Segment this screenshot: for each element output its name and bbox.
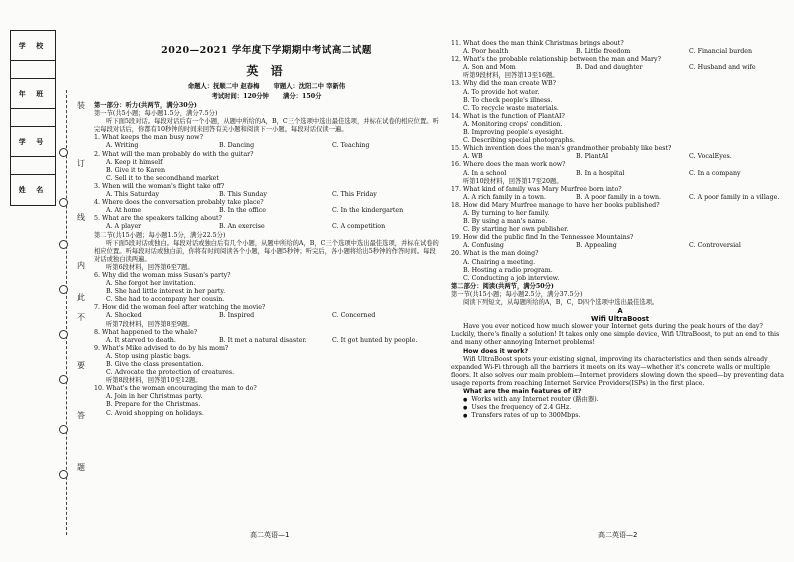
bind-note: 此 xyxy=(77,293,85,302)
answer-option: C. Sell it to the secondhand market xyxy=(106,174,219,182)
answer-option: B. An exercise xyxy=(219,223,265,231)
question-line: 15. Which invention does the man's grandmother probably like best? xyxy=(451,145,672,153)
answer-option: A. This Saturday xyxy=(106,191,160,199)
answer-option: B. Hosting a radio program. xyxy=(463,266,553,274)
reviewer-label: 审题人：沈阳二中 宰新伟 xyxy=(273,83,346,90)
answer-option: A. Writing xyxy=(106,142,139,150)
class-field[interactable] xyxy=(11,109,55,127)
answer-options-row xyxy=(451,48,789,56)
question-line: 14. What is the function of PlantAI? xyxy=(451,112,565,120)
answer-option: B. She had little interest in her party. xyxy=(106,288,226,296)
answer-option: B. Prepare for the Christmas. xyxy=(106,401,201,409)
question-line: 第一节(共5小题；每小题1.5分，满分7.5分) xyxy=(94,110,218,118)
student-id-field[interactable] xyxy=(11,157,55,175)
answer-option: B. Give it to Karen xyxy=(106,166,166,174)
passage-paragraph: Have you ever noticed how much slower your Internet gets during the peak hours of the day? Luckily, there's finally a solution! It takes only one simple device, Wifi UltraBoost, to put an end to this and many other annoying Internet problems! xyxy=(451,323,780,347)
answer-option: A. Stop using plastic bags. xyxy=(106,352,191,360)
answer-option: C. It got hunted by people. xyxy=(332,336,418,344)
answer-option: A. A rich family in a town. xyxy=(463,193,546,201)
answer-option: B. In a hospital xyxy=(576,169,625,177)
exam-time: 考试时间：120分钟 xyxy=(211,93,269,100)
name-label: 姓 名 xyxy=(18,186,48,194)
student-id-label: 学 号 xyxy=(11,127,55,157)
answer-option: B. Improving people's eyesight. xyxy=(463,129,564,137)
bind-hole xyxy=(59,330,68,339)
answer-option: C. VocalEyes. xyxy=(689,153,732,161)
feature-bullet: ● Transfers rates of up to 300Mbps. xyxy=(451,412,789,420)
answer-option: A. By turning to her family. xyxy=(463,209,550,217)
bind-hole xyxy=(59,198,68,207)
page-footer-right: 高二英语—2 xyxy=(598,531,638,539)
answer-option: A. Son and Mom xyxy=(463,64,516,72)
question-line: 8. What happened to the whale? xyxy=(94,328,198,336)
answer-options-row xyxy=(94,312,439,320)
page-footer-left: 高二英语—1 xyxy=(250,531,290,539)
bind-hole xyxy=(59,470,68,479)
question-line: 9. What's Mike advised to do by his mom? xyxy=(94,344,229,352)
answer-option: C. She had to accompany her cousin. xyxy=(106,296,225,304)
answer-option: C. Avoid shopping on holidays. xyxy=(106,409,204,417)
answer-options-row xyxy=(94,142,439,150)
bind-char-6: 要 xyxy=(77,361,85,370)
answer-option: A. In a school xyxy=(463,169,507,177)
answer-option: B. Inspired xyxy=(219,312,255,320)
answer-option: B. To check people's illness. xyxy=(463,96,553,104)
left-column xyxy=(94,102,439,418)
binding-strip xyxy=(4,30,88,535)
answer-option: C. Describing special photographs. xyxy=(463,137,575,145)
answer-options-row xyxy=(451,242,789,250)
instruction-line: 听第10段材料，回答第17至20题。 xyxy=(463,177,563,185)
question-line: 1. What keeps the man busy now? xyxy=(94,134,203,142)
question-line: 6. Why did the woman miss Susan's party? xyxy=(94,271,231,279)
bind-char-5: 不 xyxy=(77,313,85,322)
answer-option: A. Monitoring crops' condition. xyxy=(463,120,563,128)
question-line: 5. What are the speakers talking about? xyxy=(94,215,222,223)
answer-options-row xyxy=(451,153,789,161)
answer-option: C. Advocate the protection of creatures. xyxy=(106,369,235,377)
instruction-text: 听下面5段对话。每段对话后有一个小题，从题中所给的A，B，C三个选项中选出最佳选项，并标在试卷的相应位置。听完每段对话后，你都有10秒钟的时间来回答有关小题和阅读下一小题。每段对话仅读一遍。 xyxy=(94,118,439,134)
question-line: 12. What's the probable relationship between the man and Mary? xyxy=(451,56,661,64)
school-field[interactable] xyxy=(11,61,55,79)
feature-bullet: ● Works with any Internet router (路由器). xyxy=(451,396,789,404)
answer-option: B. In the office xyxy=(219,207,267,215)
answer-option: C. This Friday xyxy=(332,191,377,199)
answer-options-row xyxy=(94,337,439,345)
question-line: 4. Where does the conversation probably take place? xyxy=(94,199,264,207)
question-line: 10. What's the woman encouraging the man to do? xyxy=(94,385,257,393)
answer-option: B. PlantAI xyxy=(576,153,609,161)
answer-option: B. Dancing xyxy=(219,142,255,150)
question-line: 16. Where does the man work now? xyxy=(451,161,566,169)
answer-option: C. By starting her own publisher. xyxy=(463,226,569,234)
section-heading: 第二部分：阅读(共两节，满分50分) xyxy=(451,282,554,290)
section-heading: 第一部分：听力(共两节，满分30分) xyxy=(94,102,197,109)
exam-title: 2020—2021 学年度下学期期中考试高二试题 xyxy=(161,45,372,56)
answer-option: A. Keep it himself xyxy=(106,158,163,166)
bind-hole xyxy=(59,375,68,384)
answer-options-row xyxy=(94,191,439,199)
bind-char-8: 题 xyxy=(77,463,85,472)
instruction-line: 听第6段材料，回答第6至7题。 xyxy=(106,263,194,271)
question-line: 18. How did Mary Murfree manage to have her books published? xyxy=(451,201,660,209)
answer-option: A. She forgot her invitation. xyxy=(106,280,196,288)
answer-option: A. To provide hot water. xyxy=(463,88,540,96)
answer-option: A. Shocked xyxy=(106,312,142,320)
answer-option: B. By using a man's name. xyxy=(463,218,548,226)
answer-option: B. Little freedom xyxy=(576,48,631,56)
question-line: 2. What will the man probably do with the guitar? xyxy=(94,150,254,158)
answer-option: B. Give the class presentation. xyxy=(106,361,204,368)
bind-hole xyxy=(59,425,68,434)
bind-char-2: 订 xyxy=(77,159,85,168)
answer-option: C. A competition xyxy=(332,223,386,231)
setter-label: 命题人：抚顺二中 赵春梅 xyxy=(187,83,260,90)
exam-meta xyxy=(90,91,443,100)
instruction-line: 听第8段材料，回答第10至12题。 xyxy=(106,377,202,385)
exam-setters xyxy=(90,81,443,90)
class-label: 年 班 xyxy=(11,79,55,109)
answer-option: B. It met a natural disaster. xyxy=(219,336,307,344)
bind-char-4: 内 xyxy=(77,261,85,270)
instruction-line: 阅读下列短文，从每题所给的A，B，C，D四个选项中选出最佳选项。 xyxy=(463,299,659,306)
answer-option: A. Confusing xyxy=(463,242,504,250)
question-line: 第一节(共15小题；每小题2.5分，满分37.5分) xyxy=(451,290,583,298)
question-line: 11. What does the man think Christmas brings about? xyxy=(451,40,624,47)
feature-bullet: ● Uses the frequency of 2.4 GHz. xyxy=(451,404,789,412)
answer-option: B. Appealing xyxy=(576,242,617,250)
answer-option: A. At home xyxy=(106,207,142,215)
answer-option: A. Join in her Christmas party. xyxy=(106,393,203,401)
answer-option: A. WB xyxy=(463,153,483,161)
answer-option: C. Conducting a job interview. xyxy=(463,274,560,282)
answer-option: A. Poor health xyxy=(463,48,509,56)
subject-title: 英 语 xyxy=(246,64,287,78)
bind-hole xyxy=(59,148,68,157)
answer-option: B. This Sunday xyxy=(219,191,267,199)
instruction-line: 听第9段材料，回答第13至16题。 xyxy=(463,72,559,80)
answer-option: C. In the kindergarten xyxy=(332,207,404,215)
answer-option: A. It starved to death. xyxy=(106,336,176,344)
answer-option: C. Husband and wife xyxy=(689,64,756,72)
answer-option: A. Chairing a meeting. xyxy=(463,258,536,266)
answer-option: B. Dad and daughter xyxy=(576,64,643,72)
passage-title: A xyxy=(617,307,623,316)
answer-options-row xyxy=(94,207,439,215)
bind-char-1: 装 xyxy=(77,101,85,110)
answer-option: C. To recycle waste materials. xyxy=(463,104,559,112)
answer-option: C. A poor family in a village. xyxy=(689,193,780,201)
binding-dashed-line xyxy=(66,90,67,535)
answer-options-row xyxy=(94,223,439,231)
answer-option: C. Concerned xyxy=(332,312,376,320)
right-column xyxy=(451,40,789,420)
bind-hole xyxy=(59,240,68,249)
question-line: 20. What is the man doing? xyxy=(451,250,539,258)
question-line: 13. Why did the man create WB? xyxy=(451,80,557,88)
bind-char-3: 线 xyxy=(77,213,85,222)
passage-subheading: How does it work? xyxy=(463,347,529,355)
answer-option: A. A player xyxy=(106,223,142,231)
answer-option: C. Financial burden xyxy=(689,48,753,56)
question-line: 19. How did the public find In the Tennessee Mountains? xyxy=(451,234,634,242)
passage-subheading: What are the main features of it? xyxy=(463,388,582,396)
student-info-table xyxy=(10,30,56,206)
instruction-text: 听下面5段对话或独白。每段对话或独白后有几个小题，从题中所给的A，B，C三个选项中选出最佳选项，并标在试卷的相应位置。听每段对话或独白前，你将有时间阅读各个小题，每小题5秒钟；听完后，各小题将给出5秒钟的作答时间。每段对话或独白读两遍。 xyxy=(94,239,439,263)
question-line: 17. What kind of family was Mary Murfree born into? xyxy=(451,185,622,193)
answer-option: C. Teaching xyxy=(332,142,370,150)
school-label: 学 校 xyxy=(11,31,55,61)
question-line: 第二节(共15小题；每小题1.5分，满分22.5分) xyxy=(94,231,226,239)
answer-option: C. In a company xyxy=(689,169,741,177)
question-line: 3. When will the woman's flight take off? xyxy=(94,182,225,190)
bind-hole xyxy=(59,285,68,294)
answer-option: C. Controversial xyxy=(689,242,741,250)
passage-paragraph: Wifi UltraBoost spots your existing signal, improving its characteristics and then sends already expanded Wi-Fi through all the barriers it meets on its way—whether it's concrete walls or multiple floors. It also solves our main problem—Internet providers slowing down the speed—by preventing data usage reports from reaching Internet Service Providers(ISPs) in the first place. xyxy=(451,355,784,387)
exam-score: 满分：150分 xyxy=(283,93,322,100)
passage-title: Wifi UltraBoost xyxy=(590,315,650,324)
answer-options-row xyxy=(451,170,789,178)
question-line: 7. How did the woman feel after watching the movie? xyxy=(94,304,266,312)
answer-options-row xyxy=(451,194,789,202)
answer-option: B. A poor family in a town. xyxy=(576,193,662,201)
instruction-line: 听第7段材料，回答第8至9题。 xyxy=(106,320,194,328)
bind-char-7: 答 xyxy=(77,411,85,420)
